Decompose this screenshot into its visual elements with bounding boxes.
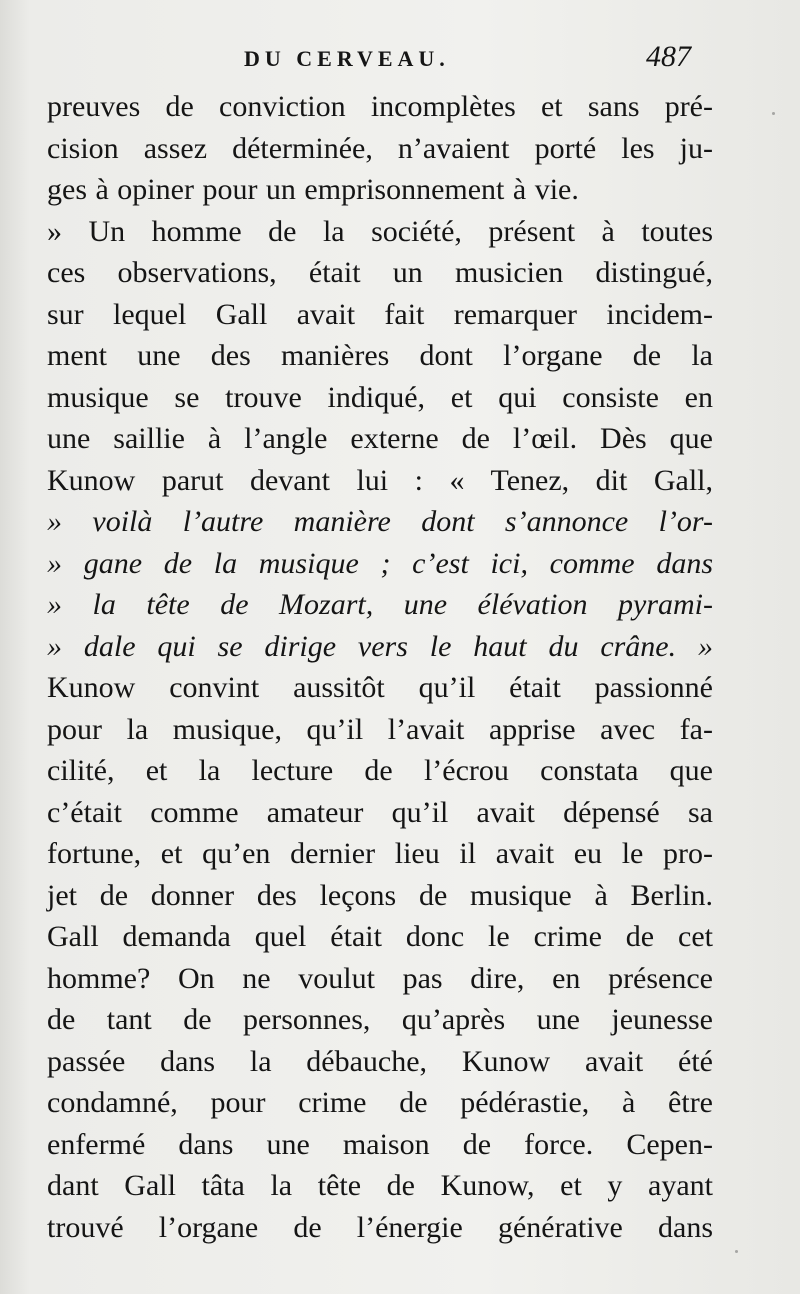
text-line: » gane de la musique ; c’est ici, comme dans: [47, 546, 713, 580]
text-line: fortune, et qu’en dernier lieu il avait eu le pro-: [47, 837, 713, 870]
text-line: » voilà l’autre manière dont s’annonce l’or-: [47, 505, 713, 538]
text-line: homme? On ne voulut pas dire, en présence: [47, 961, 713, 995]
text-line: une saillie à l’angle externe de l’œil. Dès que: [47, 422, 713, 455]
text-line: Gall demanda quel était donc le crime de cet: [47, 920, 713, 953]
scan-speck: [735, 1250, 738, 1253]
text-line: » dale qui se dirige vers le haut du crâne. »: [47, 629, 713, 663]
text-line: de tant de personnes, qu’après une jeunesse: [47, 1003, 713, 1036]
running-head: DU CERVEAU.: [244, 46, 450, 71]
text-line: cision assez déterminée, n’avaient porté les ju-: [47, 131, 713, 165]
text-line: preuves de conviction incomplètes et sans pré-: [47, 90, 713, 123]
text-line: trouvé l’organe de l’énergie générative dans: [47, 1210, 713, 1244]
text-line: ces observations, était un musicien distingué,: [47, 256, 713, 289]
text-line: Kunow convint aussitôt qu’il était passionné: [47, 671, 713, 704]
text-line: pour la musique, qu’il l’avait apprise avec fa-: [47, 712, 713, 746]
text-line: ment une des manières dont l’organe de la: [47, 339, 713, 372]
text-line: enfermé dans une maison de force. Cepen-: [47, 1127, 713, 1161]
text-line: condamné, pour crime de pédérastie, à être: [47, 1086, 713, 1119]
text-line: ges à opiner pour un emprisonnement à vie.: [47, 173, 579, 206]
text-line: jet de donner des leçons de musique à Berlin.: [47, 878, 713, 912]
scan-speck: [772, 112, 775, 115]
text-line: » Un homme de la société, présent à toutes: [47, 214, 713, 248]
text-line: c’était comme amateur qu’il avait dépensé sa: [47, 795, 713, 829]
text-line: » la tête de Mozart, une élévation pyrami-: [47, 588, 713, 621]
text-line: sur lequel Gall avait fait remarquer incidem-: [47, 297, 713, 331]
text-line: Kunow parut devant lui : « Tenez, dit Gall,: [47, 463, 713, 497]
page-number: 487: [646, 40, 691, 73]
text-line: cilité, et la lecture de l’écrou constata que: [47, 754, 713, 787]
page-header: [0, 40, 800, 84]
body-text: [47, 86, 713, 1266]
text-line: dant Gall tâta la tête de Kunow, et y ayant: [47, 1169, 713, 1202]
text-line: passée dans la débauche, Kunow avait été: [47, 1044, 713, 1078]
text-line: musique se trouve indiqué, et qui consiste en: [47, 380, 713, 414]
